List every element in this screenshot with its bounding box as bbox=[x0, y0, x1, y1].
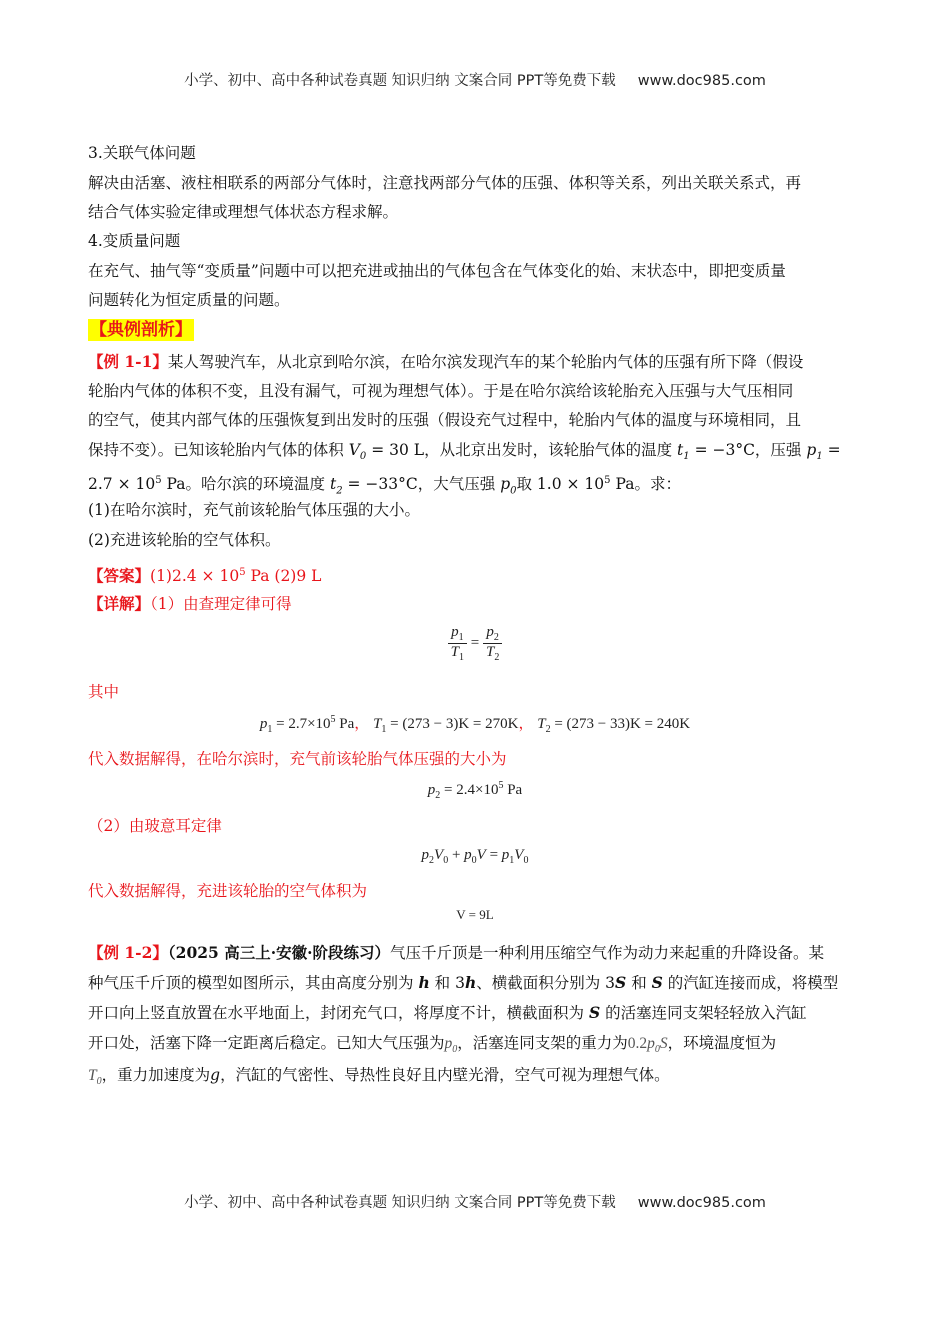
section-4-line-1: 在充气、抽气等“变质量”问题中可以把充进或抽出的气体包含在气体变化的始、末状态中，即把变质量 bbox=[88, 262, 786, 280]
header-url[interactable]: www.doc985.com bbox=[637, 73, 766, 89]
equation-boyle: $p_2V_0 + p_0V = p_1V_0$ bbox=[421, 847, 529, 866]
ex2-line3-a: 开口向上竖直放置在水平地面上，封闭充气口，将厚度不计，横截面积为 bbox=[88, 1004, 585, 1022]
typical-heading: 【典例剖析】 bbox=[90, 320, 192, 340]
var-h: h bbox=[418, 973, 430, 992]
var-g: g bbox=[210, 1066, 221, 1084]
comma-2: ， bbox=[518, 716, 534, 732]
ex1-text-1: 某人驾驶汽车，从北京到哈尔滨，在哈尔滨发现汽车的某个轮胎内气体的压强有所下降（假设 bbox=[167, 353, 804, 371]
footer-url[interactable]: www.doc985.com bbox=[637, 1195, 766, 1211]
equation-result-v: V = 9L bbox=[456, 907, 494, 922]
ex2-line2-b: 和 3 bbox=[434, 974, 465, 992]
var-h-2: h bbox=[464, 973, 477, 992]
ex2-line2-e: 的汽缸连接而成，将模型 bbox=[667, 974, 839, 992]
eq2-e: = (273 − 33)K = 240K bbox=[554, 716, 691, 732]
section-4-title: 4.变质量问题 bbox=[88, 232, 181, 250]
ex1-line-5: $2.7 \times 10^5$ Pa。哈尔滨的环境温度 $t_2 = -33^\circ C$，大气压强 $p_0$取 $1.0 \times 10^5$ Pa。求： bbox=[88, 475, 681, 497]
section-4-line-2: 问题转化为恒定质量的问题。 bbox=[88, 291, 290, 309]
section-3-line-2: 结合气体实验定律或理想气体状态方程求解。 bbox=[88, 203, 399, 221]
ex2-line2-d: 和 bbox=[631, 974, 647, 992]
typical-heading-row bbox=[88, 316, 863, 346]
eq2-c: Pa bbox=[339, 716, 355, 732]
ex1-question-2: (2)充进该轮胎的空气体积。 bbox=[88, 531, 281, 549]
answer-label: 【答案】 bbox=[88, 566, 151, 586]
eq3-b: Pa bbox=[507, 782, 523, 798]
qizhong: 其中 bbox=[88, 683, 120, 701]
answer-text-b: Pa (2)9 L bbox=[250, 567, 322, 586]
ex1-line-3: 的空气，使其内部气体的压强恢复到出发时的压强（假设充气过程中，轮胎内气体的温度与环境相同，且 bbox=[88, 411, 802, 429]
detail-text: （1）由查理定律可得 bbox=[150, 595, 292, 613]
ex2-line4-b: ，活塞连同支架的重力为 bbox=[457, 1034, 628, 1052]
section-3-line-1: 解决由活塞、液柱相联系的两部分气体时，注意找两部分气体的压强、体积等关系，列出关联关系式，再 bbox=[88, 174, 802, 192]
answer-text-a: (1)2.4 × 10 bbox=[150, 567, 240, 586]
ex1-line4-d: = bbox=[827, 441, 841, 459]
eq2-d: = (273 − 3)K = 270K bbox=[390, 716, 519, 732]
ex1-line5-b: Pa。哈尔滨的环境温度 bbox=[166, 475, 326, 494]
ex2-line2-a: 种气压千斤顶的模型如图所示，其由高度分别为 bbox=[88, 974, 414, 992]
ex2-label: 【例 1-2】 bbox=[88, 943, 168, 962]
ex2-line-3 bbox=[88, 998, 863, 1029]
header-text: 小学、初中、高中各种试卷真题 知识归纳 文案合同 PPT等免费下载 bbox=[184, 73, 616, 89]
ex1-line4-a: 保持不变）。已知该轮胎内气体的体积 bbox=[88, 441, 344, 459]
var-s: S bbox=[615, 973, 627, 992]
ex1-line5-e: Pa。求： bbox=[615, 475, 681, 494]
ex1-detail-1 bbox=[88, 589, 863, 620]
ex1-answer bbox=[88, 558, 863, 592]
ex1-line5-a: 2.7 × 10 bbox=[88, 475, 156, 494]
part-2: （2）由玻意耳定律 bbox=[88, 817, 222, 835]
ex1-line4-c: = −3°C，压强 bbox=[694, 441, 802, 459]
ex1-line5-c: = −33°C，大气压强 bbox=[347, 475, 496, 494]
sup-5b: 5 bbox=[604, 475, 611, 486]
ex2-line2-c: 、横截面积分别为 3 bbox=[476, 974, 616, 992]
footer-text: 小学、初中、高中各种试卷真题 知识归纳 文案合同 PPT等免费下载 bbox=[184, 1195, 616, 1211]
substitution-2: 代入数据解得，充进该轮胎的空气体积为 bbox=[88, 882, 368, 900]
ex2-text-1: 气压千斤顶是一种利用压缩空气作为动力来起重的升降设备。某 bbox=[390, 944, 825, 962]
comma-1: ， bbox=[354, 716, 370, 732]
ex1-question-1: (1)在哈尔滨时，充气前该轮胎气体压强的大小。 bbox=[88, 501, 420, 519]
ex1-line4-b: = 30 L，从北京出发时，该轮胎气体的温度 bbox=[371, 441, 673, 459]
var-s-3: S bbox=[588, 1003, 601, 1022]
equation-charles: $\frac{p_1}{T_1}$ = $\frac{p_2}{T_2}$ bbox=[0, 624, 950, 663]
section-3-title: 3.关联气体问题 bbox=[88, 144, 196, 162]
ex2-line-4: 开口处，活塞下降一定距离后稳定。已知大气压强为$p_0$，活塞连同支架的重力为$0.2p_0S$，环境温度恒为 bbox=[88, 1034, 777, 1056]
eq2-b: = 2.7×10 bbox=[276, 716, 331, 732]
ex1-line5-d: 取 1.0 × 10 bbox=[516, 475, 605, 494]
ex2-line5-a: ，重力加速度为 bbox=[101, 1066, 211, 1084]
page-header bbox=[0, 69, 950, 90]
ex1-line-2: 轮胎内气体的体积不变，且没有漏气，可视为理想气体）。于是在哈尔滨给该轮胎充入压强与大气压相同 bbox=[88, 382, 794, 400]
ex1-label: 【例 1-1】 bbox=[88, 352, 168, 371]
page-footer bbox=[0, 1191, 950, 1212]
coef: 0.2 bbox=[627, 1035, 648, 1052]
equation-values: $p_1 = 2.7\times 10^5$ Pa， $T_1 = (273 - 3)K = 270K$， $T_2 = (273 - 33)K = 240K$ bbox=[259, 714, 691, 735]
ex1-line-1 bbox=[88, 347, 863, 378]
ex2-line-1 bbox=[88, 938, 863, 969]
ex2-line-2 bbox=[88, 968, 863, 999]
ex2-line5-b: ，汽缸的气密性、导热性良好且内壁光滑，空气可视为理想气体。 bbox=[220, 1066, 670, 1084]
substitution-1: 代入数据解得，在哈尔滨时，充气前该轮胎气体压强的大小为 bbox=[88, 750, 507, 768]
sup-5a: 5 bbox=[155, 475, 162, 486]
equation-result-p2: $p_2 = 2.4\times 10^5$ Pa bbox=[427, 780, 523, 801]
ex2-source: （2025 高三上·安徽·阶段练习） bbox=[167, 943, 390, 962]
var-s-2: S bbox=[651, 973, 663, 992]
ex2-line-5: $T_0$，重力加速度为g，汽缸的气密性、导热性良好且内壁光滑，空气可视为理想气体。 bbox=[88, 1066, 670, 1088]
ex2-line4-c: ，环境温度恒为 bbox=[667, 1034, 777, 1052]
sup-5e: 5 bbox=[498, 780, 504, 791]
ex2-line4-a: 开口处，活塞下降一定距离后稳定。已知大气压强为 bbox=[88, 1034, 445, 1052]
sup-5c: 5 bbox=[239, 567, 246, 578]
sup-5d: 5 bbox=[330, 714, 336, 725]
eq3: = 2.4×10 bbox=[444, 782, 499, 798]
ex1-line-4: 保持不变）。已知该轮胎内气体的体积 $V_0 = 30$ L，从北京出发时，该轮胎气体的温度 $t_1 = -3^\circ C$，压强 $p_1$ = bbox=[88, 441, 841, 463]
ex2-line3-b: 的活塞连同支架轻轻放入汽缸 bbox=[605, 1004, 807, 1022]
detail-label: 【详解】 bbox=[88, 594, 151, 613]
